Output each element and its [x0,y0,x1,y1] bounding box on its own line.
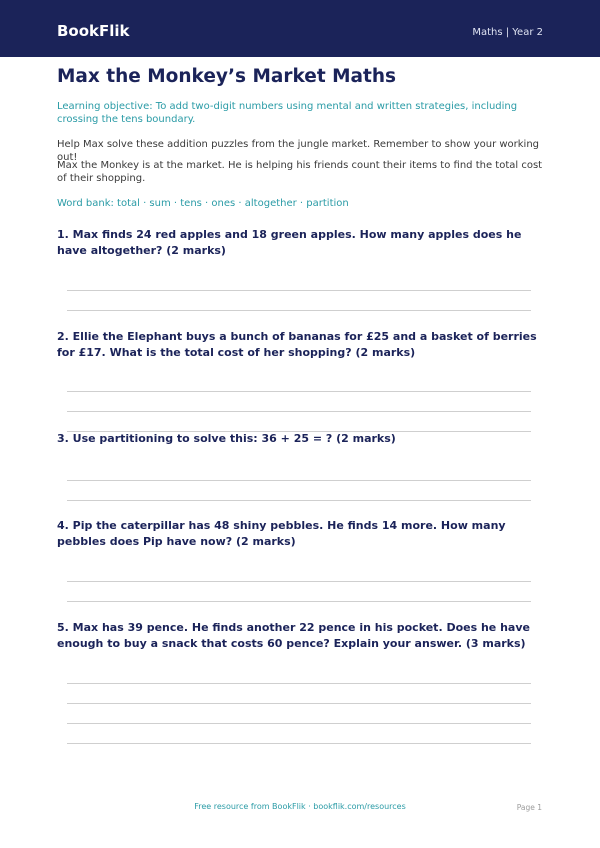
question-1: 1. Max finds 24 red apples and 18 green apples. How many apples does he have altogether? (2 marks) [57,228,522,257]
answer-line[interactable] [67,683,531,684]
brand-logo[interactable]: BookFlik [57,22,130,40]
page-number: Page 1 [516,803,542,812]
answer-line[interactable] [67,723,531,724]
word-bank: Word bank: total · sum · tens · ones · altogether · partition [57,198,349,209]
footer-credit[interactable]: Free resource from BookFlik · bookflik.com/resources [194,802,406,811]
page-header [0,0,600,57]
answer-line[interactable] [67,581,531,582]
question-4: 4. Pip the caterpillar has 48 shiny pebbles. He finds 14 more. How many pebbles does Pip have now? (2 marks) [57,519,506,548]
answer-line[interactable] [67,310,531,311]
answer-line[interactable] [67,703,531,704]
answer-line[interactable] [67,391,531,392]
intro-paragraph: Max the Monkey is at the market. He is helping his friends count their items to find the total cost of their shopping. [57,160,543,184]
question-2: 2. Ellie the Elephant buys a bunch of bananas for £25 and a basket of berries for £17. What is the total cost of her shopping? (2 marks) [57,330,537,359]
intro-paragraph: Help Max solve these addition puzzles from the jungle market. Remember to show your working out! [57,139,540,163]
question-5: 5. Max has 39 pence. He finds another 22 pence in his pocket. Does he have enough to buy a snack that costs 60 pence? Explain your answer. (3 marks) [57,621,530,650]
answer-line[interactable] [67,290,531,291]
answer-line[interactable] [67,411,531,412]
subject-year-label: Maths | Year 2 [472,27,543,38]
answer-line[interactable] [67,480,531,481]
question-3: 3. Use partitioning to solve this: 36 + 25 = ? (2 marks) [57,432,396,445]
answer-line[interactable] [67,743,531,744]
answer-line[interactable] [67,601,531,602]
page-title: Max the Monkey’s Market Maths [57,66,397,87]
learning-objective: Learning objective: To add two-digit numbers using mental and written strategies, including crossing the tens boundary. [57,101,518,125]
answer-line[interactable] [67,500,531,501]
